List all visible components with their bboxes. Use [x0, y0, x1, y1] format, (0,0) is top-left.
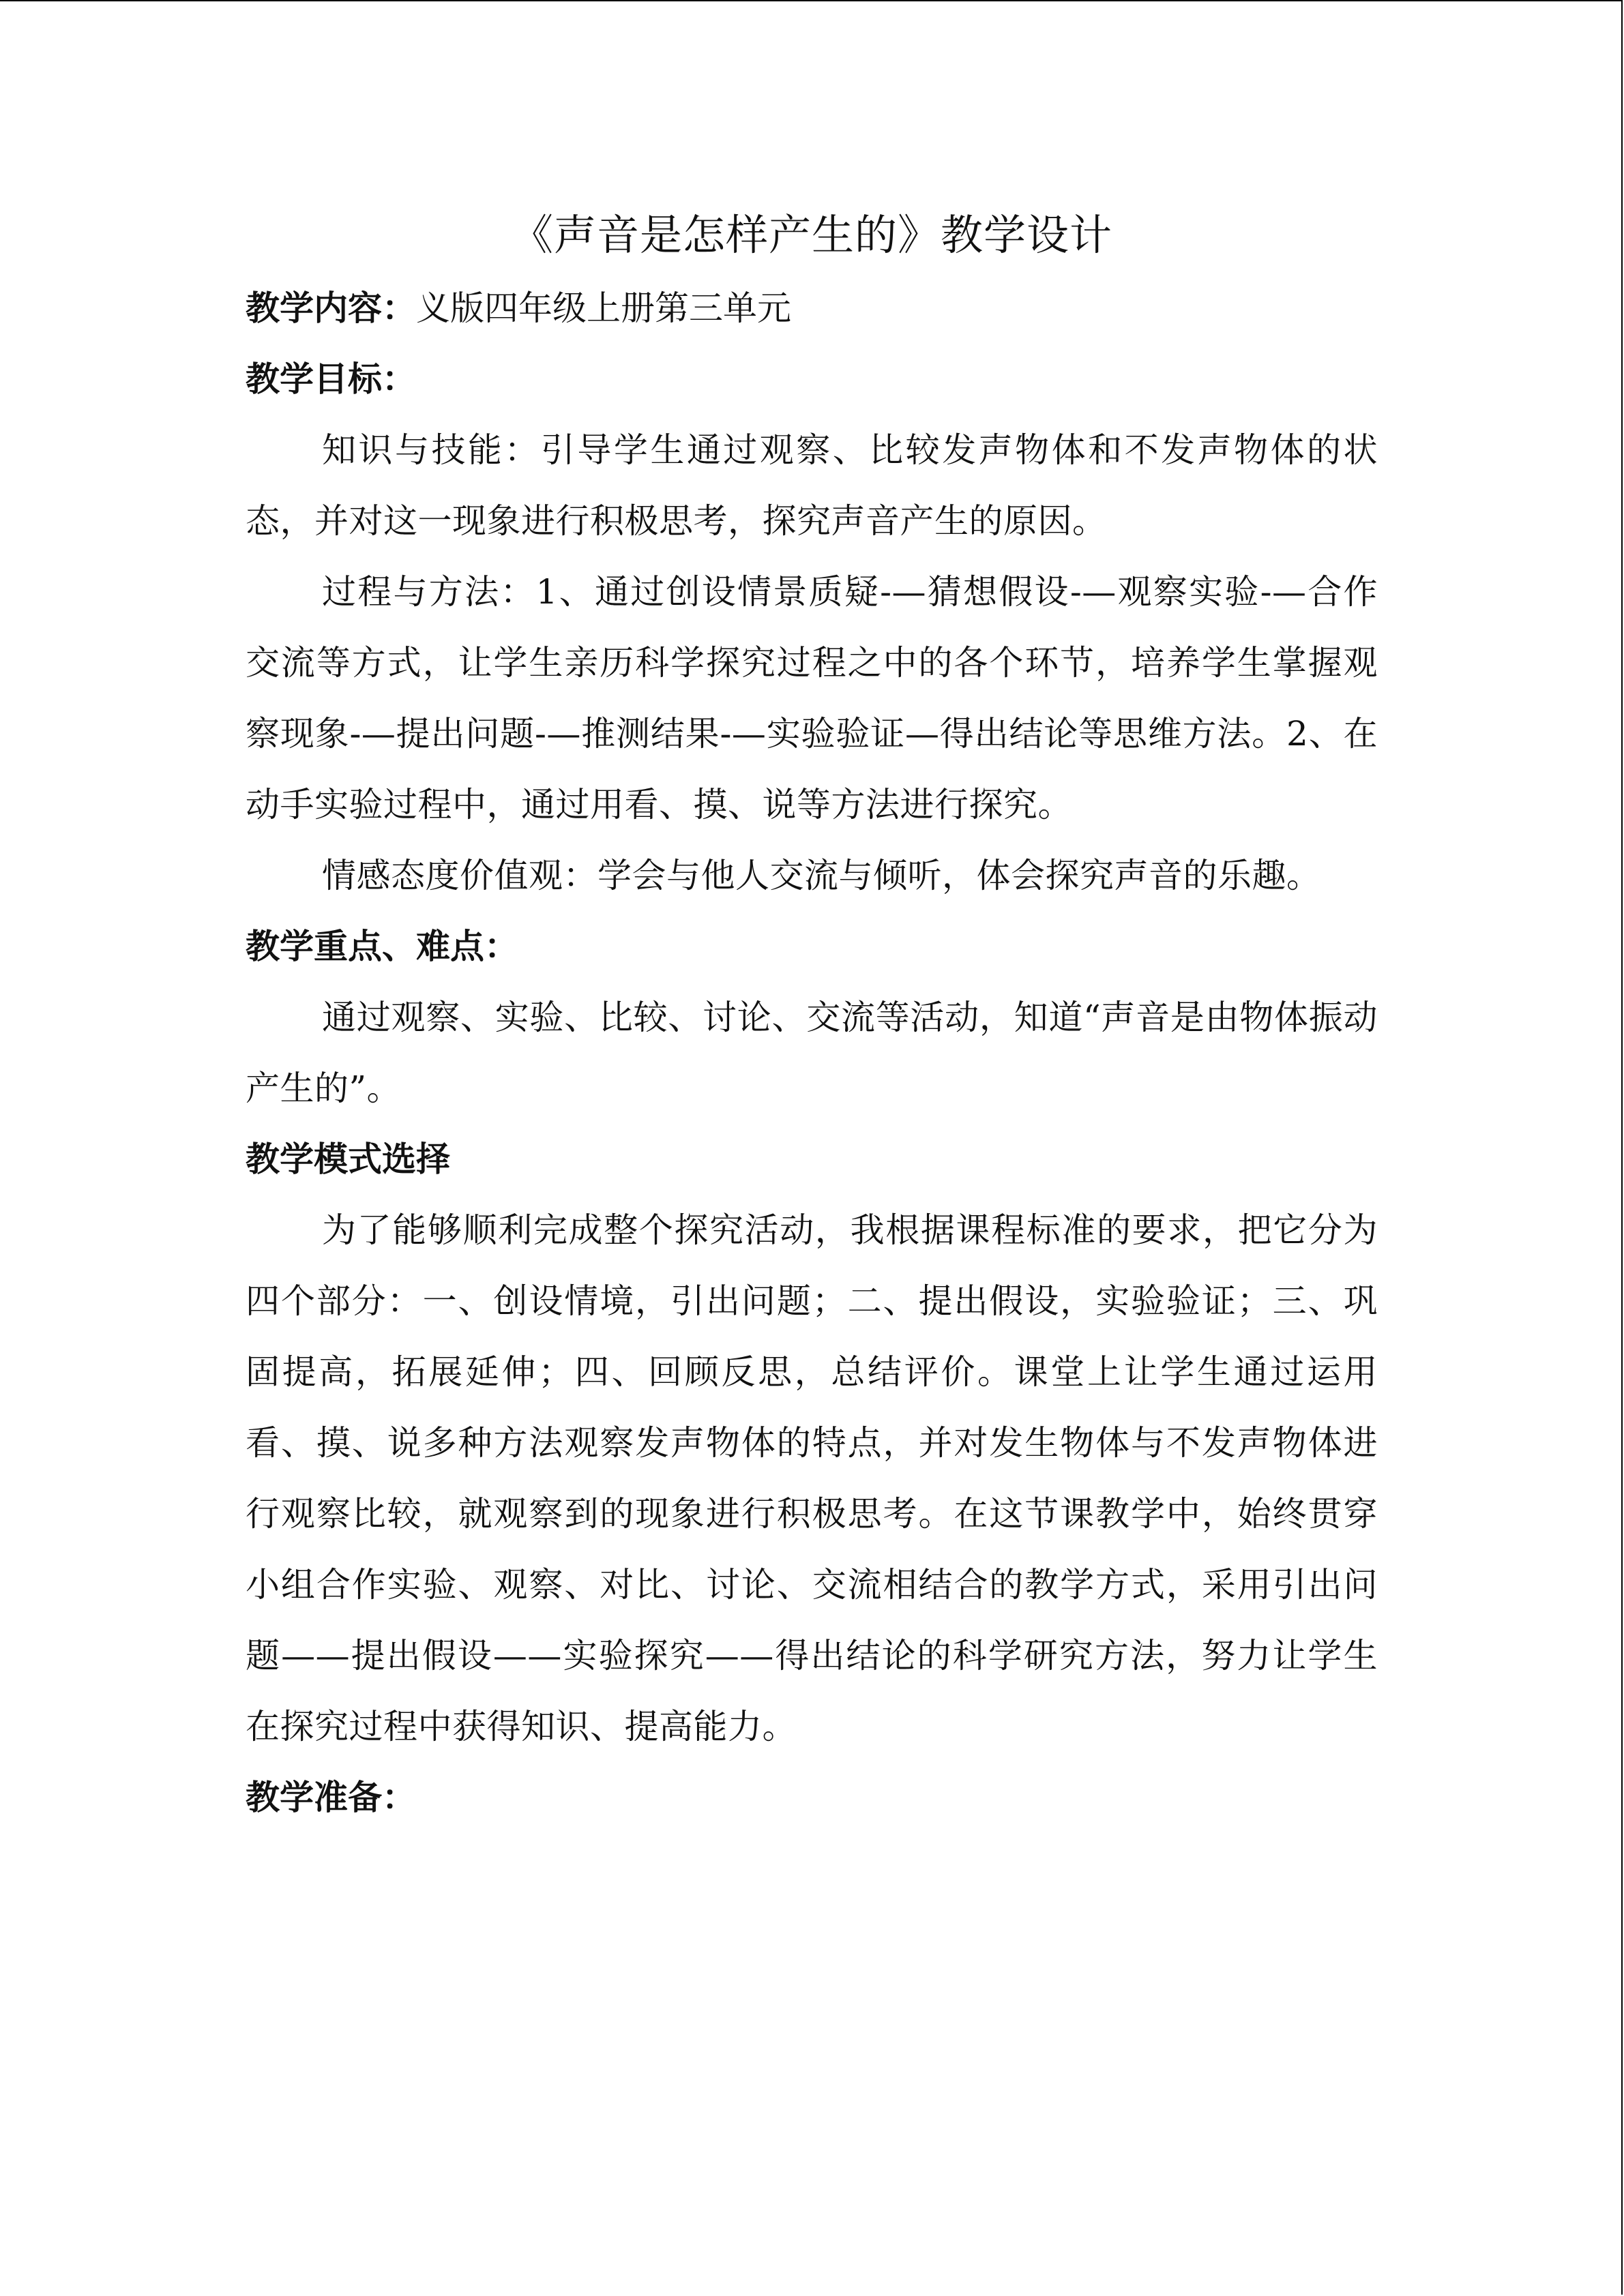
- content-label: 教学内容：: [246, 288, 416, 328]
- keypoints-paragraph: 通过观察、实验、比较、讨论、交流等活动，知道“声音是由物体振动产生的”。: [246, 998, 1378, 1108]
- mode-heading: 教学模式选择: [246, 1139, 450, 1179]
- content-value: 义版四年级上册第三单元: [416, 288, 791, 328]
- keypoints-heading: 教学重点、难点：: [246, 926, 518, 966]
- mode-paragraph: 为了能够顺利完成整个探究活动，我根据课程标准的要求，把它分为四个部分：一、创设情境，引出问题；二、提出假设，实验验证；三、巩固提高，拓展延伸；四、回顾反思，总结评价。课堂上让学生通过运用看、摸、说多种方法观察发声物体的特点，并对发生物体与不发声物体进行观察比较，就观察到的现象进行积极思考。在这节课教学中，始终贯穿小组合作实验、观察、对比、讨论、交流相结合的教学方式，采用引出问题——提出假设——实验探究——得出结论的科学研究方法，努力让学生在探究过程中获得知识、提高能力。: [246, 1210, 1378, 1746]
- content-line: [246, 273, 1378, 344]
- objective-emotion-paragraph: 情感态度价值观：学会与他人交流与倾听，体会探究声音的乐趣。: [322, 856, 1321, 895]
- objectives-heading: 教学目标：: [246, 359, 416, 399]
- document-title: 《声音是怎样产生的》教学设计: [510, 210, 1112, 260]
- preparation-heading: 教学准备：: [246, 1777, 416, 1817]
- objective-knowledge-paragraph: 知识与技能：引导学生通过观察、比较发声物体和不发声物体的状态，并对这一现象进行积极思考，探究声音产生的原因。: [246, 430, 1378, 541]
- document-body: [246, 198, 1378, 1833]
- objective-process-paragraph: 过程与方法：1、通过创设情景质疑-—猜想假设-—观察实验-—合作交流等方式，让学生亲历科学探究过程之中的各个环节，培养学生掌握观察现象-—提出问题-—推测结果-—实验验证—得出结论等思维方法。2、在动手实验过程中，通过用看、摸、说等方法进行探究。: [246, 572, 1378, 824]
